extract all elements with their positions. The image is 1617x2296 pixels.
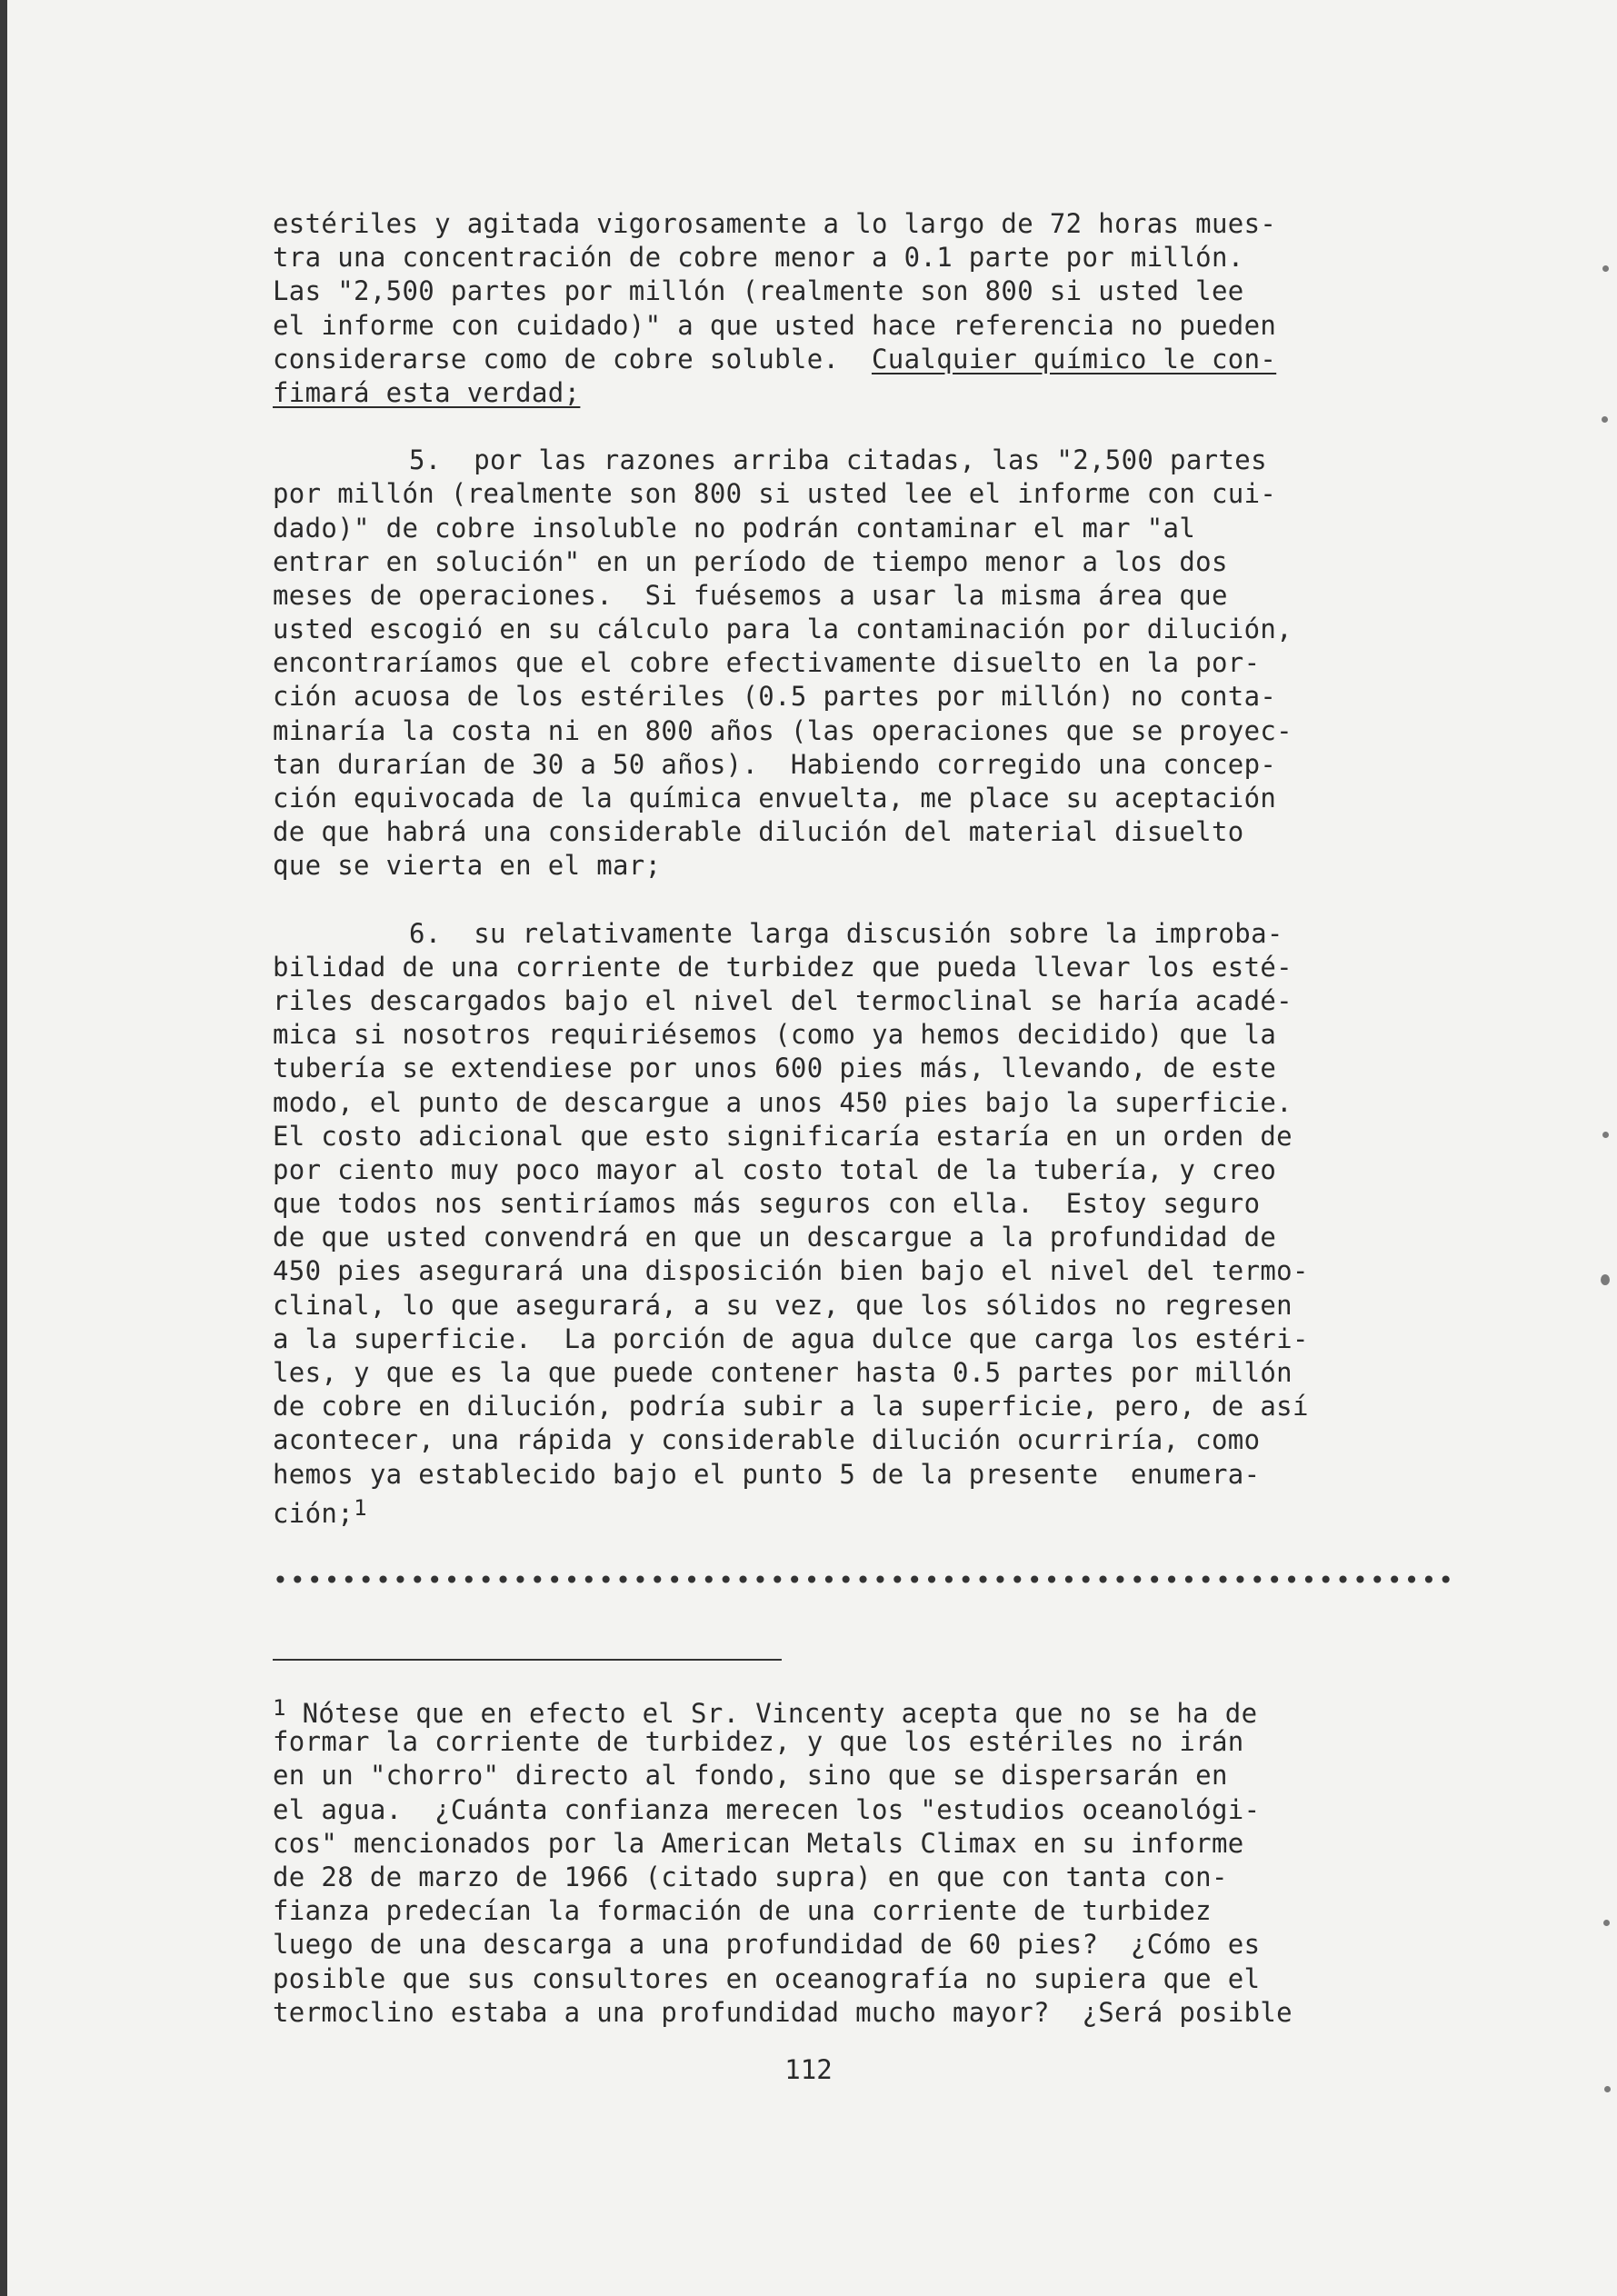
text-line: El costo adicional que esto significaría estaría en un orden de bbox=[273, 1120, 1293, 1152]
text-segment: Nótese que en efecto el Sr. Vincenty acepta que no se ha de bbox=[302, 1698, 1258, 1729]
text-line bbox=[273, 343, 1327, 376]
text-line: estériles y agitada vigorosamente a lo largo de 72 horas mues- bbox=[273, 208, 1277, 239]
text-line: de que habrá una considerable dilución del material disuelto bbox=[273, 816, 1244, 848]
text-line: les, y que es la que puede contener hasta 0.5 partes por millón bbox=[273, 1357, 1293, 1388]
footnote-line: en un "chorro" directo al fondo, sino que se dispersarán en bbox=[273, 1760, 1228, 1792]
text-line: Las "2,500 partes por millón (realmente son 800 si usted lee bbox=[273, 275, 1244, 307]
dotted-separator: ••••••••••••••••••••••••••••••••••••••••••••••••••••••••••••••••••••• bbox=[273, 1565, 1456, 1595]
footnote-line: luego de una descarga a una profundidad de 60 pies? ¿Cómo es bbox=[273, 1929, 1261, 1961]
text-line: ción acuosa de los estériles (0.5 partes por millón) no conta- bbox=[273, 681, 1277, 713]
text-line: fimará esta verdad; bbox=[273, 376, 581, 408]
footnote-rule bbox=[273, 1659, 782, 1661]
text-line: el informe con cuidado)" a que usted hace referencia no pueden bbox=[273, 309, 1277, 341]
text-line: 450 pies asegurará una disposición bien bajo el nivel del termo- bbox=[273, 1255, 1309, 1287]
footnote-line: cos" mencionados por la American Metals Climax en su informe bbox=[273, 1827, 1244, 1859]
text-line: de cobre en dilución, podría subir a la superficie, pero, de así bbox=[273, 1391, 1309, 1423]
footnote-reference: 1 bbox=[354, 1494, 367, 1521]
text-line: clinal, lo que asegurará, a su vez, que los sólidos no regresen bbox=[273, 1289, 1293, 1321]
text-line: hemos ya establecido bajo el punto 5 de la presente enumera- bbox=[273, 1458, 1261, 1490]
scan-speck bbox=[1602, 416, 1608, 423]
paragraph-6-first-line: 6. su relativamente larga discusión sobre la improba- bbox=[409, 917, 1283, 949]
text-line: minaría la costa ni en 800 años (las operaciones que se proyec- bbox=[273, 714, 1293, 746]
footnote-marker: 1 bbox=[273, 1695, 286, 1721]
paragraph-gap bbox=[273, 410, 1327, 444]
text-line: modo, el punto de descargue a unos 450 pies bajo la superficie. bbox=[273, 1086, 1293, 1118]
text-line: tubería se extendiese por unos 600 pies más, llevando, de este bbox=[273, 1053, 1277, 1084]
text-line: meses de operaciones. Si fuésemos a usar la misma área que bbox=[273, 579, 1228, 611]
paragraph-gap bbox=[273, 883, 1327, 917]
scan-speck bbox=[1603, 1920, 1610, 1926]
text-line: riles descargados bajo el nivel del termoclinal se haría acadé- bbox=[273, 984, 1293, 1016]
text-line: ción equivocada de la química envuelta, me place su aceptación bbox=[273, 783, 1277, 814]
text-line: dado)" de cobre insoluble no podrán contaminar el mar "al bbox=[273, 512, 1196, 544]
text-line: encontraríamos que el cobre efectivamente disuelto en la por- bbox=[273, 647, 1261, 679]
text-line bbox=[273, 1492, 1327, 1529]
scan-speck bbox=[1602, 1132, 1609, 1138]
text-line: de que usted convendrá en que un descargue a la profundidad de bbox=[273, 1222, 1277, 1253]
footnote-line: formar la corriente de turbidez, y que los estériles no irán bbox=[273, 1726, 1244, 1758]
footnote bbox=[273, 1692, 1336, 2030]
text-line: usted escogió en su cálculo para la contaminación por dilución, bbox=[273, 614, 1293, 645]
footnote-line bbox=[273, 1692, 1336, 1729]
underlined-text: Cualquier químico le con- bbox=[871, 343, 1277, 374]
text-line: a la superficie. La porción de agua dulce que carga los estéri- bbox=[273, 1323, 1309, 1354]
footnote-line: posible que sus consultores en oceanografía no supiera que el bbox=[273, 1962, 1261, 1994]
text-line: tra una concentración de cobre menor a 0.1 parte por millón. bbox=[273, 242, 1244, 274]
text-line: por millón (realmente son 800 si usted lee el informe con cui- bbox=[273, 478, 1277, 510]
footnote-line: de 28 de marzo de 1966 (citado supra) en que con tanta con- bbox=[273, 1861, 1228, 1892]
footnote-line: el agua. ¿Cuánta confianza merecen los "estudios oceanológi- bbox=[273, 1793, 1261, 1825]
document-body bbox=[273, 207, 1327, 1529]
text-segment: ción; bbox=[273, 1497, 354, 1529]
text-line: entrar en solución" en un período de tiempo menor a los dos bbox=[273, 545, 1228, 577]
scan-speck bbox=[1602, 265, 1609, 272]
text-segment: considerarse como de cobre soluble. bbox=[273, 343, 872, 374]
text-line: bilidad de una corriente de turbidez que pueda llevar los esté- bbox=[273, 951, 1293, 983]
footnote-line: termoclino estaba a una profundidad mucho mayor? ¿Será posible bbox=[273, 1996, 1293, 2028]
text-line: que todos nos sentiríamos más seguros con ella. Estoy seguro bbox=[273, 1188, 1261, 1220]
page-number: 112 bbox=[784, 2054, 833, 2085]
text-line: acontecer, una rápida y considerable dilución ocurriría, como bbox=[273, 1424, 1261, 1456]
footnote-line: fianza predecían la formación de una corriente de turbidez bbox=[273, 1895, 1212, 1927]
scan-speck bbox=[1601, 1274, 1610, 1285]
scan-speck bbox=[1604, 2086, 1611, 2092]
paragraph-5-first-line: 5. por las razones arriba citadas, las "2,500 partes bbox=[409, 444, 1267, 476]
page-left-edge bbox=[0, 0, 7, 2296]
text-line: que se vierta en el mar; bbox=[273, 850, 662, 882]
text-line: por ciento muy poco mayor al costo total de la tubería, y creo bbox=[273, 1153, 1277, 1185]
text-line: tan durarían de 30 a 50 años). Habiendo corregido una concep- bbox=[273, 748, 1277, 780]
text-line: mica si nosotros requiriésemos (como ya hemos decidido) que la bbox=[273, 1019, 1277, 1051]
